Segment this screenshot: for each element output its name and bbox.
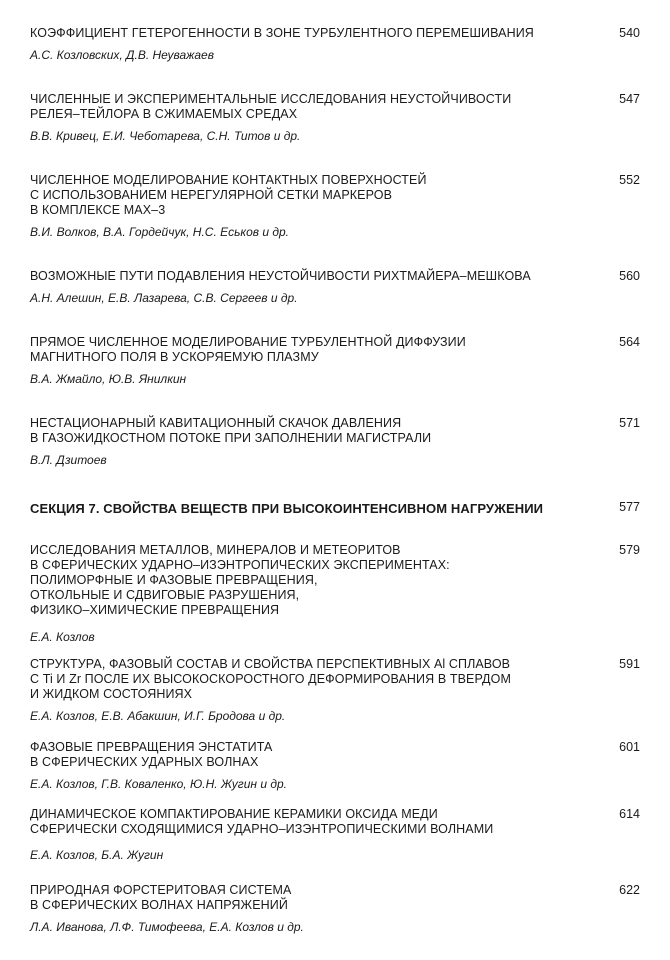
entry-title: СТРУКТУРА, ФАЗОВЫЙ СОСТАВ И СВОЙСТВА ПЕРСПЕКТИВНЫХ Al СПЛАВОВ С Ti И Zr ПОСЛЕ ИХ ВЫСОКОСКОРОСТНОГО ДЕФОРМИРОВАНИЯ В ТВЕРДОМ И ЖИДКОМ СОСТОЯНИЯХ — [30, 657, 511, 701]
entry-title: КОЭФФИЦИЕНТ ГЕТЕРОГЕННОСТИ В ЗОНЕ ТУРБУЛЕНТНОГО ПЕРЕМЕШИВАНИЯ — [30, 26, 534, 40]
entry-authors: Е.А. Козлов, Г.В. Коваленко, Ю.Н. Жугин и др. — [30, 777, 287, 791]
entry-authors: В.В. Кривец, Е.И. Чеботарева, С.Н. Титов и др. — [30, 129, 301, 143]
entry-page-number: 591 — [619, 657, 640, 671]
section-page-number: 577 — [619, 500, 640, 514]
toc-entry[interactable] — [30, 416, 640, 467]
entry-title: ЧИСЛЕННОЕ МОДЕЛИРОВАНИЕ КОНТАКТНЫХ ПОВЕРХНОСТЕЙ С ИСПОЛЬЗОВАНИЕМ НЕРЕГУЛЯРНОЙ СЕТКИ МАРКЕРОВ В КОМПЛЕКСЕ МАХ–3 — [30, 173, 427, 217]
entry-page-number: 601 — [619, 740, 640, 754]
entry-title: ПРЯМОЕ ЧИСЛЕННОЕ МОДЕЛИРОВАНИЕ ТУРБУЛЕНТНОЙ ДИФФУЗИИ МАГНИТНОГО ПОЛЯ В УСКОРЯЕМУЮ ПЛАЗМУ — [30, 335, 466, 364]
entry-page-number: 552 — [619, 173, 640, 187]
entry-page-number: 622 — [619, 883, 640, 897]
entry-authors: В.А. Жмайло, Ю.В. Янилкин — [30, 372, 187, 386]
section-title: СЕКЦИЯ 7. СВОЙСТВА ВЕЩЕСТВ ПРИ ВЫСОКОИНТЕНСИВНОМ НАГРУЖЕНИИ — [30, 501, 544, 516]
entry-page-number: 614 — [619, 807, 640, 821]
entry-authors: Л.А. Иванова, Л.Ф. Тимофеева, Е.А. Козлов и др. — [30, 920, 304, 934]
entry-authors: Е.А. Козлов — [30, 630, 95, 644]
entry-authors: А.Н. Алешин, Е.В. Лазарева, С.В. Сергеев и др. — [30, 291, 298, 305]
toc-entry[interactable] — [30, 883, 640, 934]
entry-page-number: 564 — [619, 335, 640, 349]
entry-authors: А.С. Козловских, Д.В. Неуважаев — [30, 48, 214, 62]
toc-entry[interactable] — [30, 543, 640, 644]
entry-title: ЧИСЛЕННЫЕ И ЭКСПЕРИМЕНТАЛЬНЫЕ ИССЛЕДОВАНИЯ НЕУСТОЙЧИВОСТИ РЕЛЕЯ–ТЕЙЛОРА В СЖИМАЕМЫХ СРЕДАХ — [30, 92, 512, 121]
toc-entry[interactable] — [30, 173, 640, 239]
toc-entry[interactable] — [30, 92, 640, 143]
entry-page-number: 540 — [619, 26, 640, 40]
entry-title: ДИНАМИЧЕСКОЕ КОМПАКТИРОВАНИЕ КЕРАМИКИ ОКСИДА МЕДИ СФЕРИЧЕСКИ СХОДЯЩИМИСЯ УДАРНО–ИЗЭНТРОПИЧЕСКИМИ ВОЛНАМИ — [30, 807, 494, 836]
section-heading[interactable] — [30, 501, 640, 516]
entry-authors: В.И. Волков, В.А. Гордейчук, Н.С. Еськов и др. — [30, 225, 290, 239]
entry-title: ИССЛЕДОВАНИЯ МЕТАЛЛОВ, МИНЕРАЛОВ И МЕТЕОРИТОВ В СФЕРИЧЕСКИХ УДАРНО–ИЗЭНТРОПИЧЕСКИХ ЭКСПЕРИМЕНТАХ: ПОЛИМОРФНЫЕ И ФАЗОВЫЕ ПРЕВРАЩЕНИЯ, ОТКОЛЬНЫЕ И СДВИГОВЫЕ РАЗРУШЕНИЯ, ФИЗИКО–ХИМИЧЕСКИЕ ПРЕВРАЩЕНИЯ — [30, 543, 450, 617]
entry-title: ПРИРОДНАЯ ФОРСТЕРИТОВАЯ СИСТЕМА В СФЕРИЧЕСКИХ ВОЛНАХ НАПРЯЖЕНИЙ — [30, 883, 292, 912]
entry-authors: В.Л. Дзитоев — [30, 453, 107, 467]
entry-title: ФАЗОВЫЕ ПРЕВРАЩЕНИЯ ЭНСТАТИТА В СФЕРИЧЕСКИХ УДАРНЫХ ВОЛНАХ — [30, 740, 273, 769]
toc-entry[interactable] — [30, 335, 640, 386]
toc-entry[interactable] — [30, 657, 640, 723]
entry-authors: Е.А. Козлов, Б.А. Жугин — [30, 848, 164, 862]
entry-page-number: 579 — [619, 543, 640, 557]
entry-page-number: 547 — [619, 92, 640, 106]
entry-title: НЕСТАЦИОНАРНЫЙ КАВИТАЦИОННЫЙ СКАЧОК ДАВЛЕНИЯ В ГАЗОЖИДКОСТНОМ ПОТОКЕ ПРИ ЗАПОЛНЕНИИ МАГИСТРАЛИ — [30, 416, 432, 445]
entry-page-number: 560 — [619, 269, 640, 283]
toc-entry[interactable] — [30, 807, 640, 862]
toc-entry[interactable] — [30, 740, 640, 791]
toc-entry[interactable] — [30, 269, 640, 305]
entry-page-number: 571 — [619, 416, 640, 430]
entry-authors: Е.А. Козлов, Е.В. Абакшин, И.Г. Бродова и др. — [30, 709, 286, 723]
toc-entry[interactable] — [30, 26, 640, 62]
entry-title: ВОЗМОЖНЫЕ ПУТИ ПОДАВЛЕНИЯ НЕУСТОЙЧИВОСТИ РИХТМАЙЕРА–МЕШКОВА — [30, 269, 531, 283]
